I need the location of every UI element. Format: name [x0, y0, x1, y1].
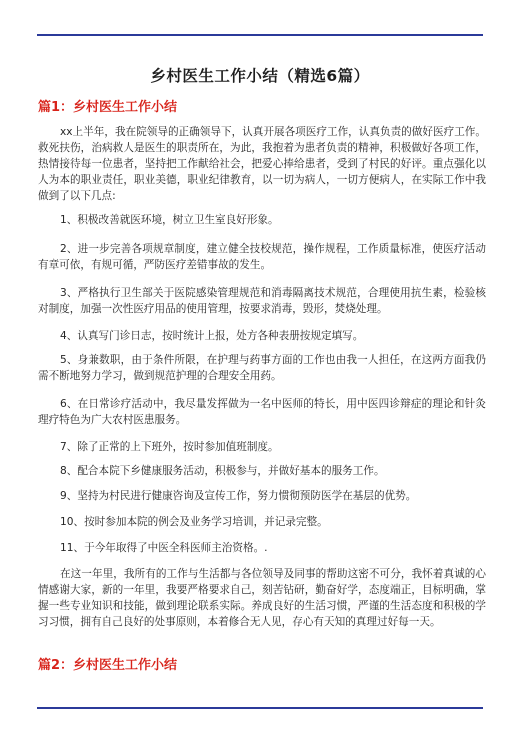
list-item-7: 7、除了正常的上下班外，按时参加值班制度。 — [60, 441, 279, 453]
top-divider — [37, 34, 483, 36]
list-item-6: 6、在日常诊疗活动中，我尽量发挥做为一名中医师的特长，用中医四诊辩症的理论和针灸理疗特色为广大农村医患服务。 — [38, 398, 486, 426]
list-item-4: 4、认真写门诊日志，按时统计上报，处方各种表册按规定填写。 — [60, 330, 364, 342]
paragraph-intro: xx上半年，我在院领导的正确领导下，认真开展各项医疗工作，认真负责的做好医疗工作。救死扶伤，治病救人是医生的职责所在，为此，我抱着为患者负责的精神，积极做好各项工作，热情接待每一位患者，坚持把工作献给社会，把爱心捧给患者，受到了村民的好评。重点强化以人为本的职业责任，职业美德，职业纪律教育，以一切为病人，一切方便病人，在实际工作中我做到了以下几点: — [38, 126, 486, 202]
bottom-divider — [37, 707, 483, 709]
list-item-10: 10、按时参加本院的例会及业务学习培训，并记录完整。 — [60, 516, 328, 528]
list-item-3: 3、严格执行卫生部关于医院感染管理规范和消毒隔离技术规范，合理使用抗生素，检验核对制度，加强一次性医疗用品的使用管理，按要求消毒，毁形，焚烧处理。 — [38, 287, 486, 315]
section-heading-1: 篇1：乡村医生工作小结 — [38, 100, 178, 115]
list-item-11: 11、于今年取得了中医全科医师主治资格。. — [60, 542, 268, 554]
list-item-9: 9、坚持为村民进行健康咨询及宣传工作，努力惯彻预防医学在基层的优势。 — [60, 490, 417, 502]
list-item-8: 8、配合本院下乡健康服务活动，积极参与，并做好基本的服务工作。 — [60, 465, 385, 477]
list-item-5: 5、身兼数职，由于条件所限，在护理与药事方面的工作也由我一人担任，在这两方面我仍需不断地努力学习，做到规范护理的合理安全用药。 — [38, 354, 486, 382]
list-item-1: 1、积极改善就医环境，树立卫生室良好形象。 — [60, 214, 279, 226]
list-item-2: 2、进一步完善各项规章制度，建立健全技校规范，操作规程，工作质量标准，使医疗活动有章可依，有规可循，严防医疗差错事故的发生。 — [38, 243, 486, 271]
document-title: 乡村医生工作小结（精选6篇） — [150, 67, 370, 85]
paragraph-closing: 在这一年里，我所有的工作与生活都与各位领导及同事的帮助这密不可分，我怀着真诚的心情感谢大家，新的一年里，我要严格要求自己，刻苦钻研，勤奋好学，态度端正，目标明确，掌握一些专业知识和技能，做到理论联系实际。养成良好的生活习惯，严谨的生活态度和积极的学习习惯，拥有自己良好的处事原则，本着修合无人见，存心有天知的真理过好每一天。 — [38, 568, 486, 628]
section-heading-2: 篇2：乡村医生工作小结 — [38, 658, 178, 673]
